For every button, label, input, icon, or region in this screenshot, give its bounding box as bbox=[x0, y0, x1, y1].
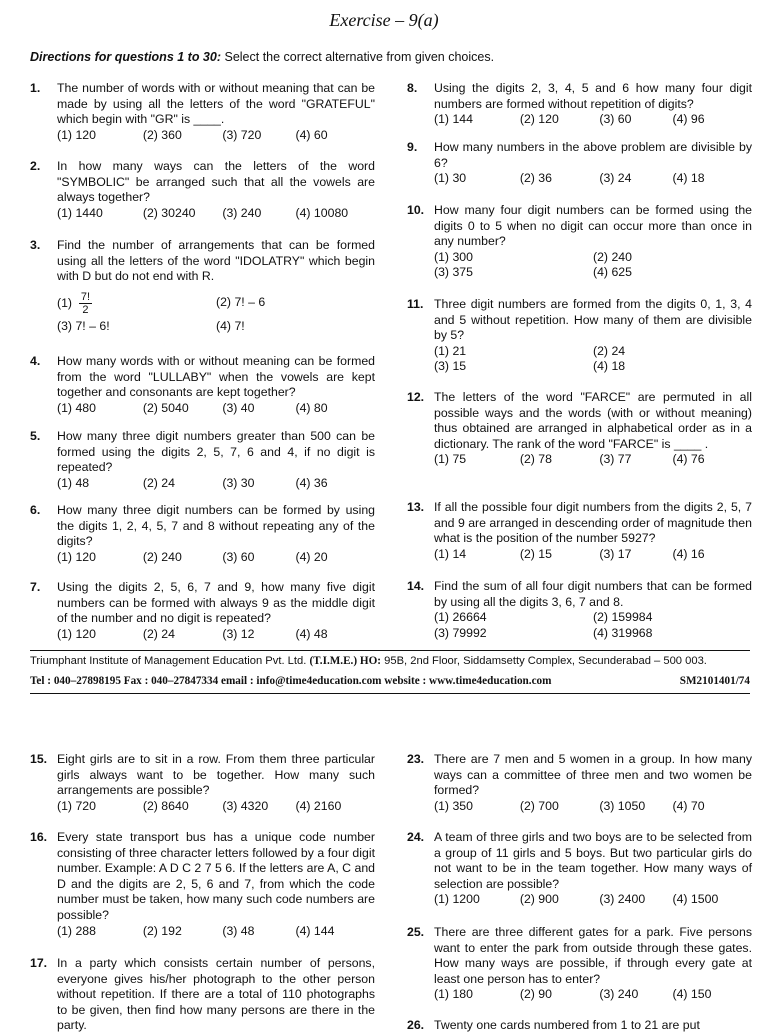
answer-options bbox=[407, 610, 752, 641]
option-2: (2) 8640 bbox=[142, 798, 189, 813]
question-number: 24. bbox=[407, 830, 425, 844]
answer-options bbox=[30, 627, 375, 643]
question-text: The number of words with or without meaning that can be made by using all the letters of the word "GRATEFUL" which begin with "GR" is ____. bbox=[57, 81, 375, 127]
option-3: (3) 7! – 6! bbox=[57, 318, 110, 333]
option-3: (3) 4320 bbox=[222, 798, 269, 813]
question-number: 15. bbox=[30, 752, 48, 766]
option-1: (1) 1200 bbox=[434, 892, 480, 907]
question-3 bbox=[30, 238, 375, 334]
footer-address bbox=[30, 655, 750, 667]
question-11 bbox=[407, 297, 752, 375]
question-1 bbox=[30, 81, 375, 143]
question-number: 26. bbox=[407, 1018, 425, 1032]
question-number: 10. bbox=[407, 203, 425, 217]
option-1: (1) 26664 bbox=[434, 610, 487, 625]
option-2: (2) 7! – 6 bbox=[216, 294, 266, 309]
option-4: (4) 150 bbox=[672, 987, 712, 1002]
answer-options bbox=[30, 291, 375, 335]
question-text: If all the possible four digit numbers from the digits 2, 5, 7 and 9 are arranged in descending order of magnitude then what is the position of the number 5927? bbox=[434, 500, 752, 546]
question-number: 13. bbox=[407, 500, 425, 514]
option-4: (4) 319968 bbox=[593, 625, 653, 640]
option-2: (2) 15 bbox=[519, 546, 552, 561]
option-4: (4) 76 bbox=[672, 452, 705, 467]
question-15 bbox=[30, 752, 375, 814]
option-1 bbox=[57, 291, 216, 316]
option-1: (1) 120 bbox=[57, 127, 96, 142]
question-23 bbox=[407, 752, 752, 814]
option-4: (4) 20 bbox=[295, 549, 328, 564]
answer-options bbox=[407, 892, 752, 908]
footer-company: Triumphant Institute of Management Education Pvt. Ltd. bbox=[30, 655, 310, 667]
question-4 bbox=[30, 354, 375, 416]
question-text: The letters of the word "FARCE" are permuted in all possible ways and the words (with or without meaning) thus obtained are arranged in alphabetical order as in a dictionary. The rank of the word "FARCE" is ____ . bbox=[434, 390, 752, 451]
question-10 bbox=[407, 203, 752, 281]
option-1: (1) 120 bbox=[57, 626, 96, 641]
footer-addr: 95B, 2nd Floor, Siddamsetty Complex, Secunderabad – 500 003. bbox=[381, 655, 707, 667]
option-4: (4) 7! bbox=[216, 318, 245, 333]
question-number: 5. bbox=[30, 429, 41, 443]
question-text: How many three digit numbers greater than 500 can be formed using the digits 2, 5, 7, 6 and 4, if no digit is repeated? bbox=[57, 429, 375, 475]
option-1: (1) 180 bbox=[434, 987, 473, 1002]
answer-options bbox=[407, 452, 752, 468]
question-text: How many words with or without meaning can be formed from the word "LULLABY" when the vowels are kept together and consonants are kept together? bbox=[57, 354, 375, 400]
numerator: 7! bbox=[80, 290, 91, 303]
option-1: (1) 480 bbox=[57, 400, 96, 415]
option-2: (2) 360 bbox=[142, 127, 182, 142]
footer-ho: (T.I.M.E.) HO: bbox=[309, 655, 382, 667]
option-2: (2) 240 bbox=[593, 249, 632, 264]
question-text: Find the sum of all four digit numbers that can be formed by using all the digits 3, 6, 7 and 8. bbox=[434, 579, 752, 609]
option-2: (2) 120 bbox=[519, 112, 559, 127]
question-text: Using the digits 2, 5, 6, 7 and 9, how many five digit numbers can be formed with always 9 as the middle digit of the number and no digit is repeated? bbox=[57, 580, 375, 626]
option-4: (4) 80 bbox=[295, 400, 328, 415]
question-text: How many three digit numbers can be formed by using the digits 1, 2, 4, 5, 7 and 8 without repeating any of the digits? bbox=[57, 503, 375, 549]
option-2: (2) 90 bbox=[519, 987, 552, 1002]
footer-rule-bottom bbox=[30, 693, 750, 694]
option-4: (4) 1500 bbox=[672, 892, 719, 907]
option-2: (2) 159984 bbox=[593, 610, 653, 625]
option-2: (2) 5040 bbox=[142, 400, 189, 415]
question-number: 4. bbox=[30, 354, 41, 368]
option-1: (1) 120 bbox=[57, 549, 96, 564]
option-3: (3) 720 bbox=[222, 127, 262, 142]
option-3: (3) 79992 bbox=[434, 625, 487, 640]
question-text: How many numbers in the above problem are divisible by 6? bbox=[434, 140, 752, 170]
option-1: (1) 144 bbox=[434, 112, 473, 127]
option-4: (4) 96 bbox=[672, 112, 705, 127]
option-1: (1) 300 bbox=[434, 249, 473, 264]
option-2: (2) 36 bbox=[519, 171, 552, 186]
question-6 bbox=[30, 503, 375, 565]
footer-rule-top bbox=[30, 650, 750, 651]
denominator: 2 bbox=[82, 303, 89, 316]
question-number: 3. bbox=[30, 238, 41, 252]
question-text: There are three different gates for a park. Five persons want to enter the park from outside through these gates. How many ways are possible, if through every gate at least one person has to enter? bbox=[434, 925, 752, 986]
option-2: (2) 24 bbox=[593, 343, 626, 358]
question-16 bbox=[30, 830, 375, 939]
question-text: In how many ways can the letters of the word "SYMBOLIC" be arranged such that all the vowels are always together? bbox=[57, 159, 375, 205]
option-2: (2) 900 bbox=[519, 892, 559, 907]
option-3: (3) 30 bbox=[222, 475, 255, 490]
footer-code: SM2101401/74 bbox=[679, 675, 750, 687]
answer-options bbox=[30, 401, 375, 417]
option-4: (4) 16 bbox=[672, 546, 705, 561]
answer-options bbox=[30, 206, 375, 222]
option-4: (4) 18 bbox=[593, 359, 626, 374]
option-4: (4) 18 bbox=[672, 171, 705, 186]
option-3: (3) 24 bbox=[599, 171, 632, 186]
question-number: 8. bbox=[407, 81, 418, 95]
option-1: (1) 48 bbox=[57, 475, 90, 490]
question-7 bbox=[30, 580, 375, 642]
question-number: 11. bbox=[407, 297, 424, 311]
option-label: (1) bbox=[57, 295, 73, 310]
option-2: (2) 78 bbox=[519, 452, 552, 467]
option-4: (4) 70 bbox=[672, 798, 705, 813]
option-1: (1) 350 bbox=[434, 798, 473, 813]
option-3: (3) 240 bbox=[222, 205, 262, 220]
option-4: (4) 625 bbox=[593, 265, 632, 280]
option-3: (3) 60 bbox=[222, 549, 255, 564]
question-number: 6. bbox=[30, 503, 41, 517]
question-text: Every state transport bus has a unique code number consisting of three character letters followed by a four digit number. Example: A D C 2 7 5 6. If the letters are A, C and D and the digits are 2, 5, 6 and 7, from which the code number must be taken, how many such code numbers are possible? bbox=[57, 830, 375, 922]
question-number: 9. bbox=[407, 140, 418, 154]
question-number: 16. bbox=[30, 830, 48, 844]
answer-options bbox=[407, 547, 752, 563]
question-14 bbox=[407, 579, 752, 641]
option-2: (2) 192 bbox=[142, 923, 182, 938]
option-4: (4) 2160 bbox=[295, 798, 342, 813]
question-text: Eight girls are to sit in a row. From them three particular girls always want to be together. How many such arrangements are possible? bbox=[57, 752, 375, 798]
question-number: 17. bbox=[30, 956, 48, 970]
answer-options bbox=[407, 799, 752, 815]
answer-options bbox=[407, 344, 752, 375]
option-4: (4) 60 bbox=[295, 127, 328, 142]
option-3: (3) 17 bbox=[599, 546, 632, 561]
question-number: 14. bbox=[407, 579, 425, 593]
question-text: Find the number of arrangements that can be formed using all the letters of the word "IDOLATRY" which begin with D but do not end with R. bbox=[57, 238, 375, 284]
question-26 bbox=[407, 1018, 752, 1032]
question-number: 12. bbox=[407, 390, 425, 404]
option-3: (3) 240 bbox=[599, 987, 639, 1002]
answer-options bbox=[30, 550, 375, 566]
option-3: (3) 1050 bbox=[599, 798, 646, 813]
fraction bbox=[79, 291, 92, 316]
option-3: (3) 48 bbox=[222, 923, 255, 938]
question-text: How many four digit numbers can be formed using the digits 0 to 5 when no digit can occur more than once in any number? bbox=[434, 203, 752, 249]
option-1: (1) 30 bbox=[434, 171, 467, 186]
question-5 bbox=[30, 429, 375, 491]
answer-options bbox=[30, 799, 375, 815]
option-3: (3) 60 bbox=[599, 112, 632, 127]
option-1: (1) 288 bbox=[57, 923, 96, 938]
option-1: (1) 1440 bbox=[57, 205, 103, 220]
question-25 bbox=[407, 925, 752, 1003]
answer-options bbox=[407, 112, 752, 128]
question-13 bbox=[407, 500, 752, 562]
answer-options bbox=[30, 128, 375, 144]
option-2: (2) 24 bbox=[142, 626, 175, 641]
question-9 bbox=[407, 140, 752, 187]
question-text: Three digit numbers are formed from the digits 0, 1, 3, 4 and 5 without repetition. How many of them are divisible by 5? bbox=[434, 297, 752, 343]
option-4: (4) 36 bbox=[295, 475, 328, 490]
option-1: (1) 14 bbox=[434, 546, 467, 561]
option-1: (1) 720 bbox=[57, 798, 96, 813]
directions-text: Select the correct alternative from given choices. bbox=[221, 50, 495, 64]
question-text: There are 7 men and 5 women in a group. In how many ways can a committee of three men and two women be formed? bbox=[434, 752, 752, 798]
option-4: (4) 48 bbox=[295, 626, 328, 641]
answer-options bbox=[30, 924, 375, 940]
question-2 bbox=[30, 159, 375, 221]
option-3: (3) 2400 bbox=[599, 892, 646, 907]
option-1: (1) 75 bbox=[434, 452, 467, 467]
answer-options bbox=[407, 250, 752, 281]
option-3: (3) 375 bbox=[434, 265, 473, 280]
answer-options bbox=[30, 476, 375, 492]
option-3: (3) 12 bbox=[222, 626, 255, 641]
exercise-title: Exercise – 9(a) bbox=[329, 10, 439, 30]
footer-tel: Tel : 040–27898195 Fax : 040–27847334 email : info@time4education.com website : www.time4education.com bbox=[30, 675, 552, 687]
directions-label: Directions for questions 1 to 30: bbox=[30, 50, 222, 64]
question-text: Twenty one cards numbered from 1 to 21 are put bbox=[434, 1018, 700, 1032]
option-2: (2) 30240 bbox=[142, 205, 196, 220]
option-4: (4) 144 bbox=[295, 923, 335, 938]
answer-options bbox=[407, 171, 752, 187]
footer-contact bbox=[30, 675, 750, 687]
question-17 bbox=[30, 956, 375, 1033]
option-2: (2) 24 bbox=[142, 475, 175, 490]
option-3: (3) 15 bbox=[434, 359, 467, 374]
question-text: A team of three girls and two boys are to be selected from a group of 11 girls and 5 boys. But two particular girls do not want to be in the team together. How many ways of selection are possible? bbox=[434, 830, 752, 891]
question-24 bbox=[407, 830, 752, 908]
question-number: 7. bbox=[30, 580, 41, 594]
option-2: (2) 240 bbox=[142, 549, 182, 564]
question-text: In a party which consists certain number of persons, everyone gives his/her photograph to the other person without repetition. If there are a total of 110 photographs to be given, then find how many persons are there in the party. bbox=[57, 956, 375, 1033]
question-number: 1. bbox=[30, 81, 41, 95]
answer-options bbox=[407, 987, 752, 1003]
question-number: 2. bbox=[30, 159, 41, 173]
option-3: (3) 40 bbox=[222, 400, 255, 415]
question-number: 25. bbox=[407, 925, 425, 939]
option-1: (1) 21 bbox=[434, 343, 467, 358]
option-3: (3) 77 bbox=[599, 452, 632, 467]
directions bbox=[30, 50, 494, 64]
question-12 bbox=[407, 390, 752, 468]
option-2: (2) 700 bbox=[519, 798, 559, 813]
question-text: Using the digits 2, 3, 4, 5 and 6 how many four digit numbers are formed without repetition of digits? bbox=[434, 81, 752, 111]
question-number: 23. bbox=[407, 752, 425, 766]
option-4: (4) 10080 bbox=[295, 205, 349, 220]
question-8 bbox=[407, 81, 752, 128]
